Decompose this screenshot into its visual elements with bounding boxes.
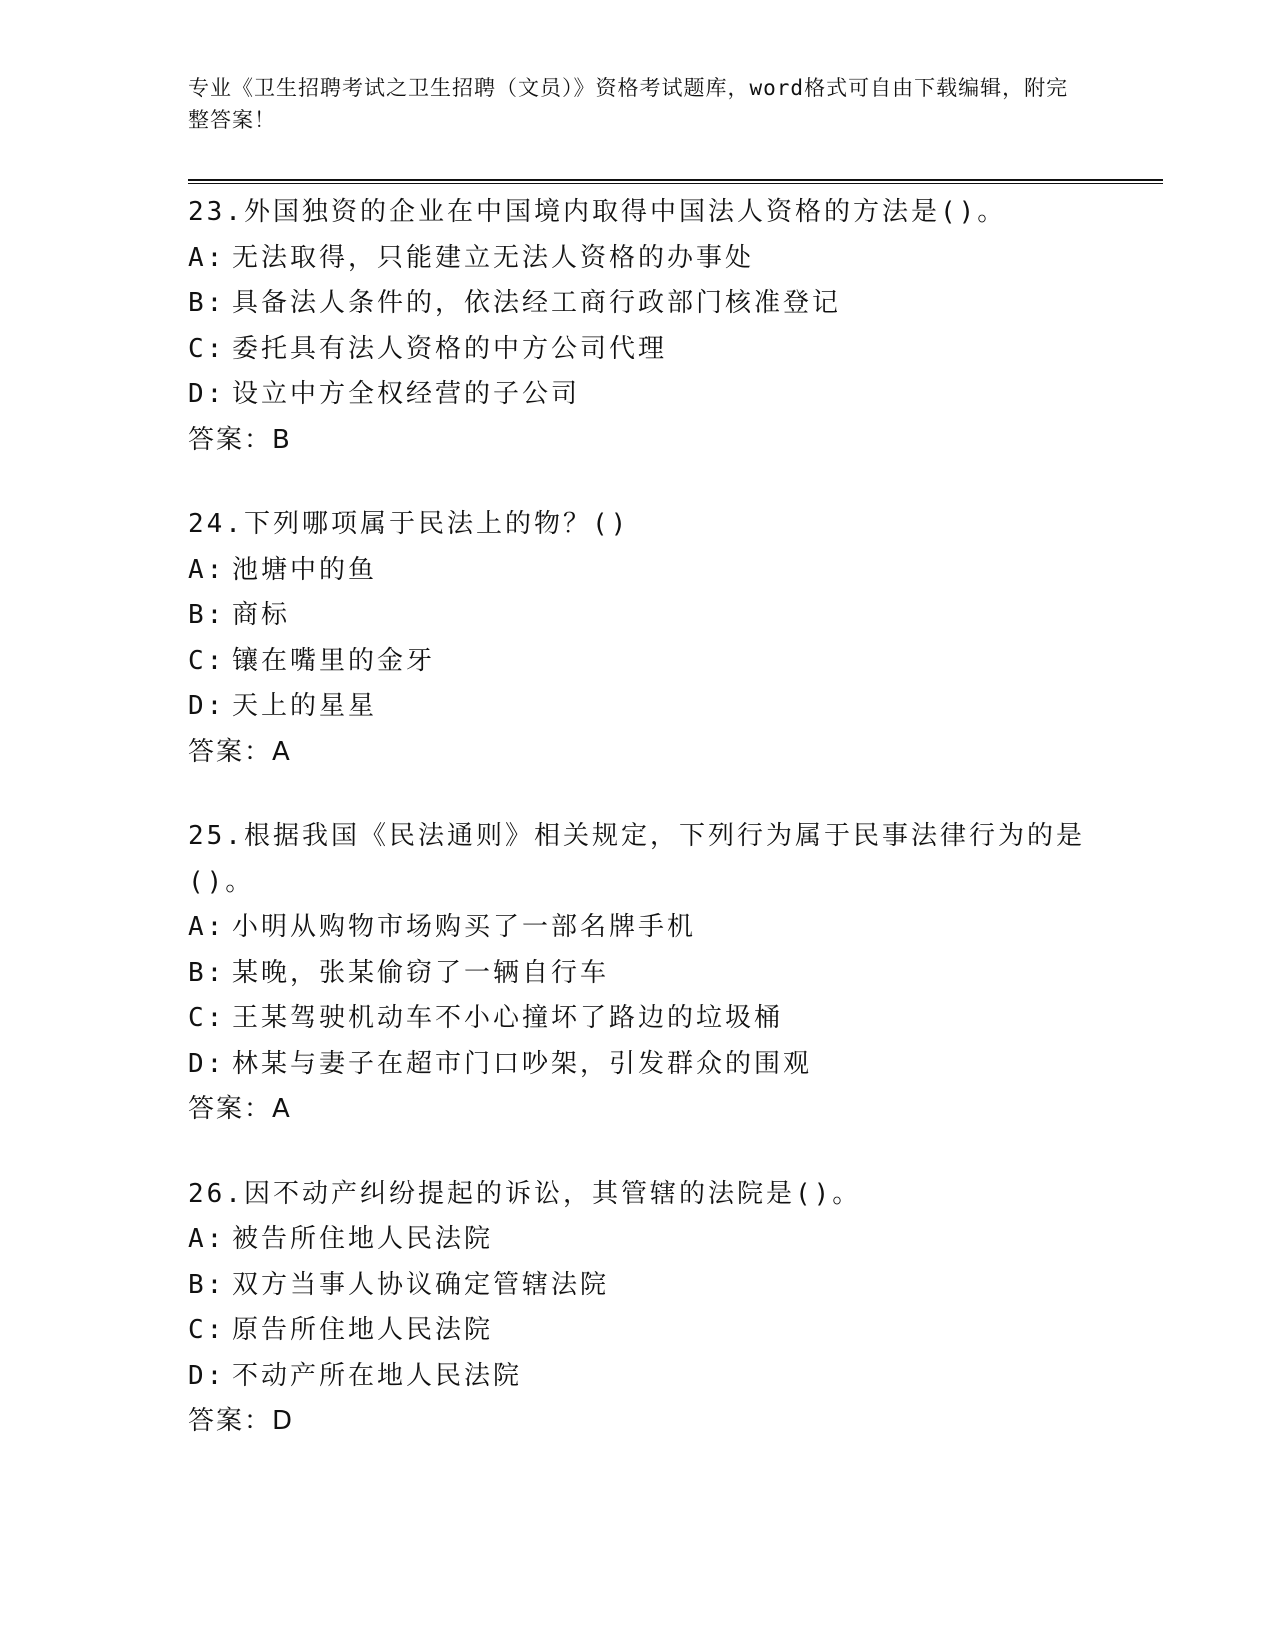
option-text: 天上的星星 xyxy=(232,691,378,721)
option-b xyxy=(188,951,1088,997)
option-letter: D: xyxy=(188,379,226,409)
option-text: 不动产所在地人民法院 xyxy=(232,1360,523,1391)
option-a xyxy=(188,905,1088,951)
option-text: 被告所住地人民法院 xyxy=(232,1224,494,1254)
option-d xyxy=(188,1042,1088,1088)
option-text: 商标 xyxy=(232,600,291,630)
option-letter: B: xyxy=(188,288,226,318)
header-divider xyxy=(188,179,1163,184)
option-letter: A: xyxy=(188,554,226,585)
option-letter: C: xyxy=(188,1003,226,1033)
option-text: 无法取得，只能建立无法人资格的办事处 xyxy=(232,242,755,273)
option-text: 王某驾驶机动车不小心撞坏了路边的垃圾桶 xyxy=(232,1003,784,1033)
option-text: 小明从购物市场购买了一部名牌手机 xyxy=(232,912,697,942)
option-letter: C: xyxy=(188,1315,226,1345)
question-24 xyxy=(188,502,1088,775)
option-text: 林某与妻子在超市门口吵架，引发群众的围观 xyxy=(232,1048,813,1079)
option-letter: C: xyxy=(188,645,226,676)
question-25 xyxy=(188,814,1088,1133)
option-d xyxy=(188,684,1088,730)
option-d xyxy=(188,372,1088,418)
option-letter: B: xyxy=(188,600,226,630)
option-letter: C: xyxy=(188,333,226,364)
option-text: 池塘中的鱼 xyxy=(232,554,378,585)
option-letter: A: xyxy=(188,242,226,273)
question-26 xyxy=(188,1172,1088,1445)
question-list xyxy=(188,190,1088,1484)
option-text: 镶在嘴里的金牙 xyxy=(232,645,436,676)
option-letter: A: xyxy=(188,912,226,942)
option-c xyxy=(188,327,1088,373)
answer-line: 答案：A xyxy=(188,1094,292,1124)
option-text: 设立中方全权经营的子公司 xyxy=(232,379,581,409)
option-letter: D: xyxy=(188,691,226,721)
option-c xyxy=(188,996,1088,1042)
option-c xyxy=(188,1308,1088,1354)
option-b xyxy=(188,1263,1088,1309)
question-stem: 24.下列哪项属于民法上的物？() xyxy=(188,509,630,539)
answer-line: 答案：A xyxy=(188,736,292,767)
option-a xyxy=(188,1217,1088,1263)
option-letter: B: xyxy=(188,1269,226,1300)
option-a xyxy=(188,236,1088,282)
option-b xyxy=(188,281,1088,327)
option-text: 原告所住地人民法院 xyxy=(232,1315,494,1345)
option-text: 某晚，张某偷窃了一辆自行车 xyxy=(232,957,610,988)
option-letter: B: xyxy=(188,957,226,988)
question-stem: 23.外国独资的企业在中国境内取得中国法人资格的方法是()。 xyxy=(188,197,1007,227)
option-letter: A: xyxy=(188,1224,226,1254)
question-stem: 26.因不动产纠纷提起的诉讼，其管辖的法院是()。 xyxy=(188,1178,862,1209)
option-letter: D: xyxy=(188,1048,226,1079)
answer-line: 答案：D xyxy=(188,1406,295,1436)
header-text: 专业《卫生招聘考试之卫生招聘（文员）》资格考试题库，word格式可自由下载编辑，附完整答案！ xyxy=(188,76,1069,132)
answer-line: 答案：B xyxy=(188,424,292,455)
question-23 xyxy=(188,190,1088,463)
option-c xyxy=(188,639,1088,685)
option-text: 具备法人条件的，依法经工商行政部门核准登记 xyxy=(232,288,842,318)
option-letter: D: xyxy=(188,1360,226,1391)
option-text: 委托具有法人资格的中方公司代理 xyxy=(232,333,668,364)
question-stem: 25.根据我国《民法通则》相关规定，下列行为属于民事法律行为的是()。 xyxy=(188,821,1085,897)
option-text: 双方当事人协议确定管辖法院 xyxy=(232,1269,610,1300)
option-a xyxy=(188,548,1088,594)
option-d xyxy=(188,1354,1088,1400)
option-b xyxy=(188,593,1088,639)
